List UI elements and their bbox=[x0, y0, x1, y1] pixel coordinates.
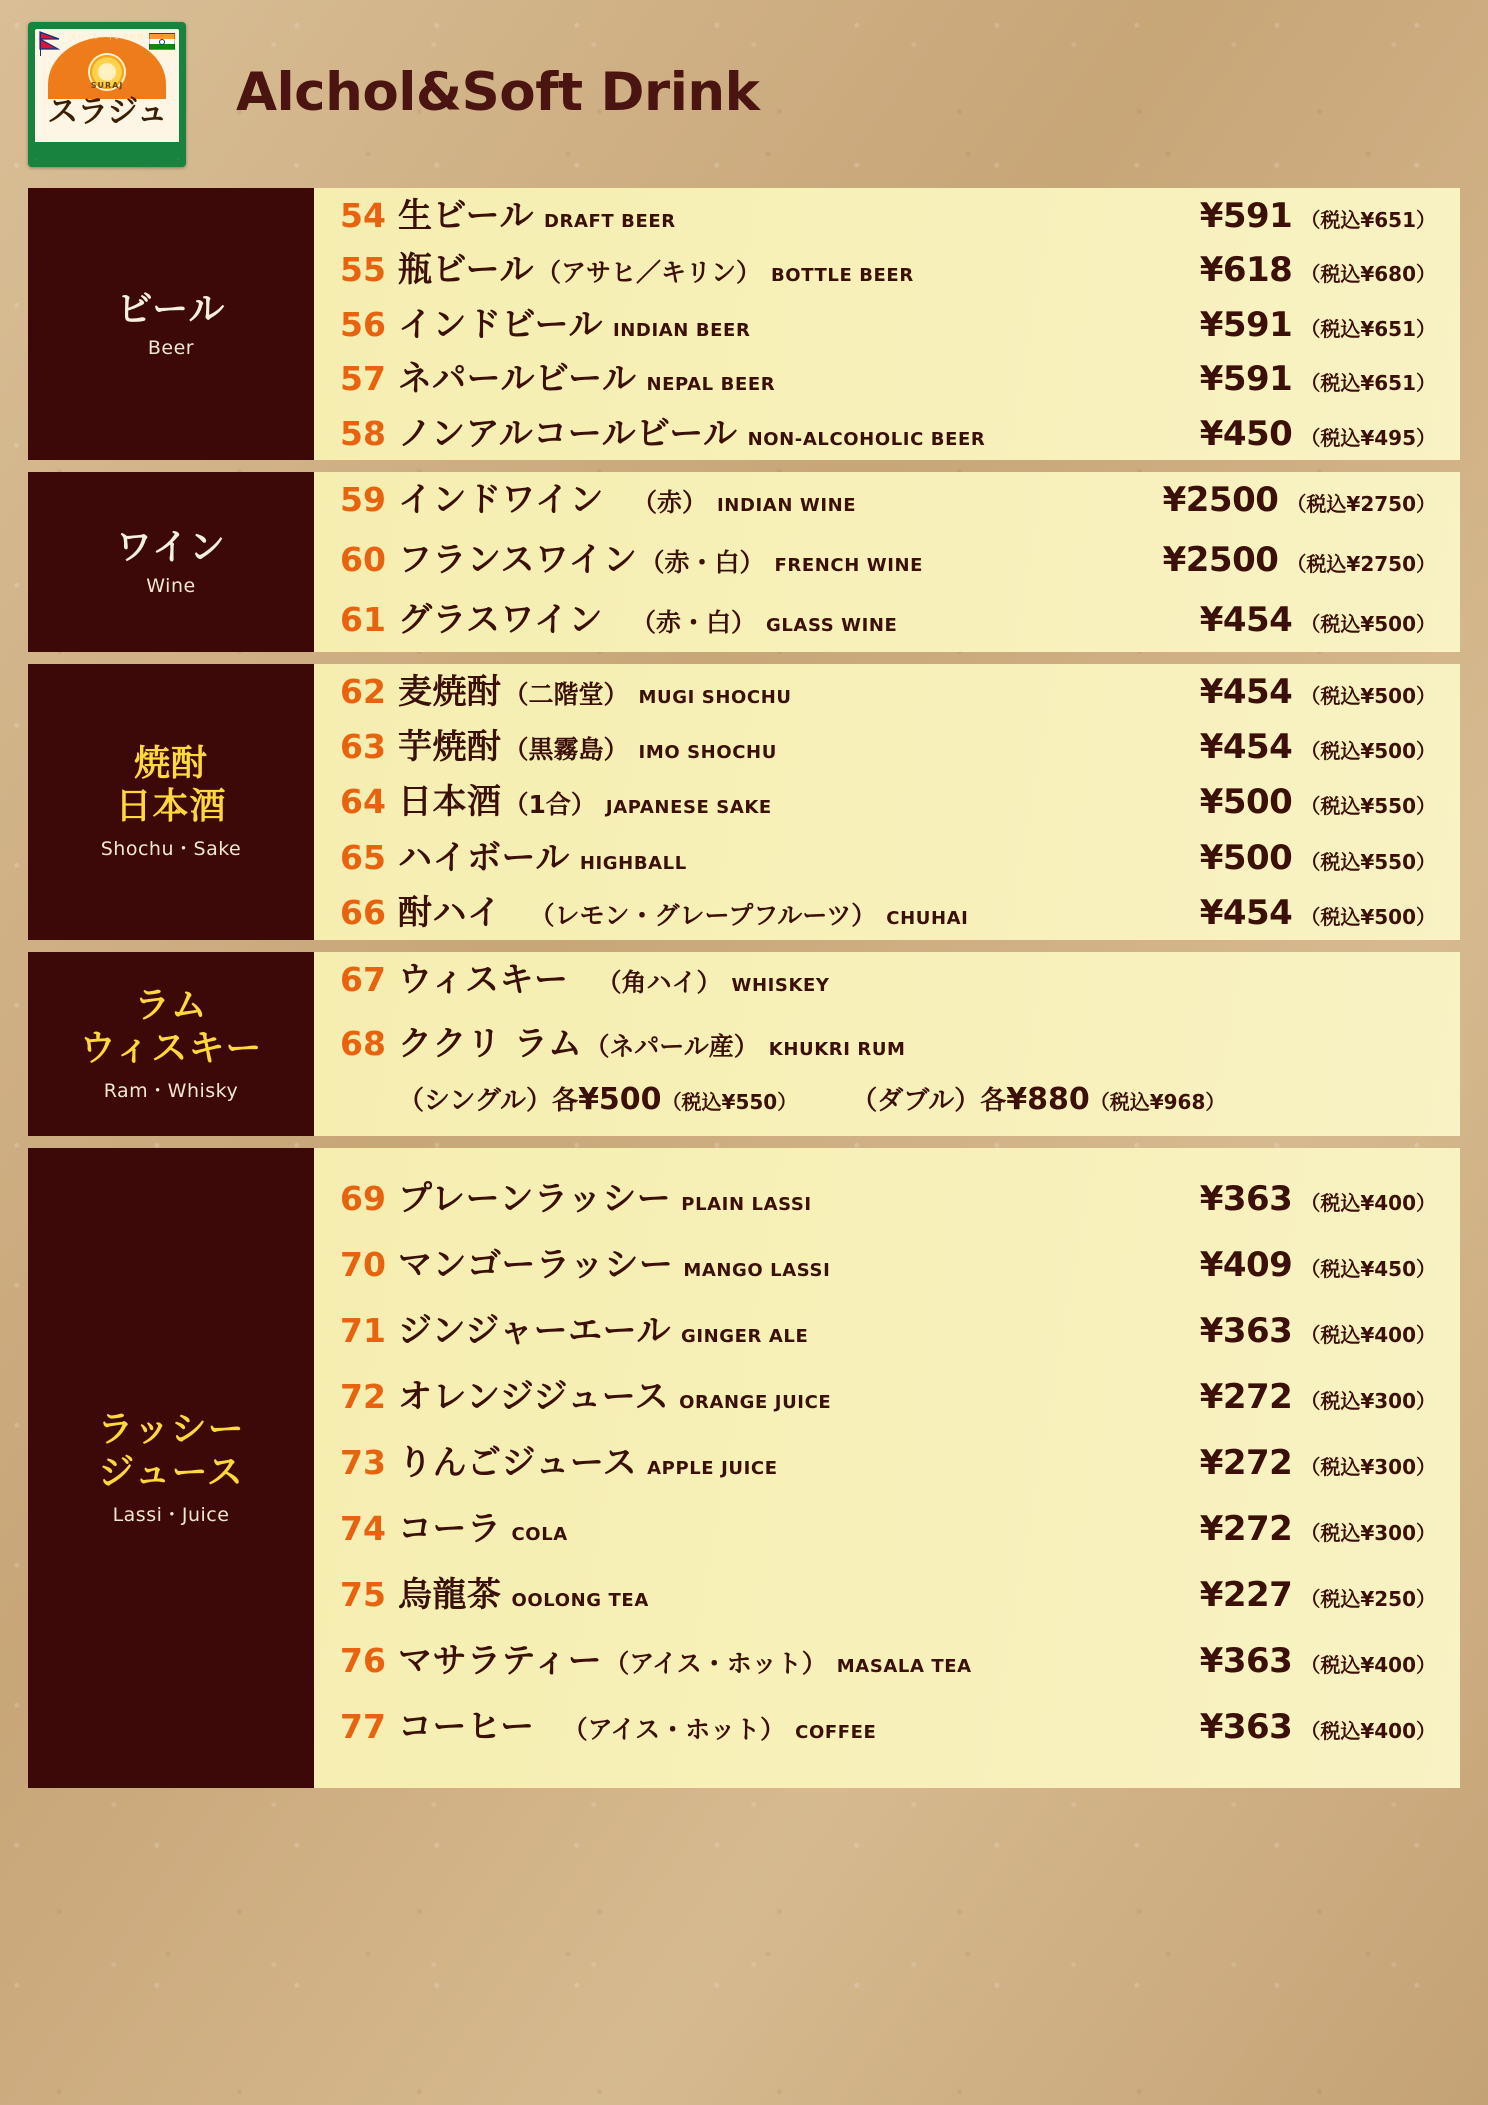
menu-item-row bbox=[340, 1016, 1436, 1080]
item-number: 60 bbox=[340, 540, 386, 579]
item-number: 77 bbox=[340, 1707, 386, 1746]
item-name-group bbox=[398, 188, 1106, 237]
item-price-with-tax: （税込¥2750） bbox=[1286, 552, 1436, 576]
nepal-flag-icon bbox=[39, 31, 63, 57]
item-number: 73 bbox=[340, 1443, 386, 1482]
items-list bbox=[314, 188, 1460, 460]
item-price-with-tax: （税込¥300） bbox=[1300, 1389, 1436, 1413]
item-price-group bbox=[1106, 672, 1436, 712]
item-price-with-tax: （税込¥300） bbox=[1300, 1521, 1436, 1545]
item-price-group bbox=[1106, 727, 1436, 767]
item-number: 57 bbox=[340, 359, 386, 399]
item-number: 70 bbox=[340, 1245, 386, 1284]
item-name-group bbox=[398, 1303, 1106, 1352]
item-name-group bbox=[398, 719, 1106, 768]
item-name-group bbox=[398, 1567, 1106, 1616]
menu-section bbox=[28, 1148, 1460, 1788]
items-list bbox=[314, 1148, 1460, 1788]
item-variant-note: （赤・白） bbox=[630, 608, 756, 637]
item-price: ¥591 bbox=[1199, 304, 1293, 345]
item-price: ¥272 bbox=[1199, 1509, 1293, 1549]
item-price-group bbox=[1106, 540, 1436, 580]
item-variant-note: （角ハイ） bbox=[596, 968, 722, 997]
item-price-with-tax: （税込¥2750） bbox=[1286, 492, 1436, 516]
item-name-jp: フランスワイン bbox=[398, 540, 638, 580]
category-name-en: Wine bbox=[146, 575, 196, 598]
menu-item-row bbox=[340, 885, 1436, 940]
item-number: 56 bbox=[340, 304, 386, 344]
item-name-en: INDIAN WINE bbox=[717, 495, 857, 516]
item-name-en: MASALA TEA bbox=[836, 1656, 972, 1677]
item-price: ¥2500 bbox=[1162, 480, 1279, 520]
menu-item-row bbox=[340, 242, 1436, 296]
item-name-jp: グラスワイン bbox=[398, 600, 603, 640]
menu-item-row bbox=[340, 952, 1436, 1016]
item-name-group bbox=[398, 1237, 1106, 1286]
item-price: ¥272 bbox=[1199, 1443, 1293, 1483]
item-name-jp: ノンアルコールビール bbox=[398, 413, 738, 454]
item-number: 71 bbox=[340, 1311, 386, 1350]
item-price-with-tax: （税込¥450） bbox=[1300, 1257, 1436, 1281]
menu-item-row bbox=[340, 297, 1436, 351]
item-name-jp: コーラ bbox=[398, 1509, 502, 1549]
logo-arch-text: ネパール・インド料理 bbox=[69, 33, 145, 41]
single-price-with-tax: （税込¥550） bbox=[661, 1089, 798, 1114]
item-number: 68 bbox=[340, 1023, 386, 1063]
logo-suraj-text: SURAJ bbox=[90, 81, 124, 90]
item-name-jp: 酎ハイ bbox=[398, 892, 502, 933]
item-name-en: GLASS WINE bbox=[765, 615, 898, 636]
item-price-group bbox=[1106, 893, 1436, 933]
menu-section bbox=[28, 664, 1460, 940]
item-name-en: COLA bbox=[511, 1524, 568, 1545]
item-name-jp: マサラティー bbox=[398, 1641, 603, 1681]
items-list bbox=[314, 472, 1460, 652]
item-name-en: PLAIN LASSI bbox=[681, 1194, 812, 1215]
item-price: ¥227 bbox=[1199, 1575, 1293, 1615]
menu-section bbox=[28, 188, 1460, 460]
item-name-en: KHUKRI RUM bbox=[768, 1038, 906, 1060]
item-name-group bbox=[398, 952, 1106, 1001]
menu-item-row bbox=[340, 532, 1436, 592]
item-price-with-tax: （税込¥300） bbox=[1300, 1455, 1436, 1479]
item-name-group bbox=[398, 592, 1106, 641]
menu-item-row bbox=[340, 1567, 1436, 1633]
item-name-en: IMO SHOCHU bbox=[638, 742, 777, 764]
item-number: 69 bbox=[340, 1179, 386, 1218]
logo-bottom-band bbox=[35, 142, 179, 160]
item-price: ¥450 bbox=[1199, 413, 1293, 454]
item-variant-note: （1合） bbox=[503, 790, 596, 820]
item-price-group bbox=[1106, 1377, 1436, 1417]
item-variant-note: （ネパール産） bbox=[584, 1031, 759, 1061]
item-price: ¥272 bbox=[1199, 1377, 1293, 1417]
menu-section bbox=[28, 472, 1460, 652]
double-price-with-tax: （税込¥968） bbox=[1089, 1089, 1226, 1114]
item-name-group bbox=[398, 664, 1106, 713]
item-price-with-tax: （税込¥500） bbox=[1300, 684, 1436, 708]
item-price: ¥500 bbox=[1199, 837, 1293, 878]
menu-item-row bbox=[340, 830, 1436, 885]
item-name-jp: 麦焼酎 bbox=[398, 672, 502, 712]
item-number: 55 bbox=[340, 250, 386, 290]
item-price: ¥363 bbox=[1199, 1179, 1293, 1219]
category-name-en: Ram・Whisky bbox=[103, 1079, 239, 1102]
item-price-with-tax: （税込¥550） bbox=[1300, 849, 1436, 874]
item-price: ¥363 bbox=[1199, 1707, 1293, 1747]
item-price: ¥454 bbox=[1199, 672, 1293, 712]
item-variant-note: （黒霧島） bbox=[503, 735, 629, 765]
item-price: ¥591 bbox=[1199, 359, 1293, 400]
item-number: 62 bbox=[340, 672, 386, 711]
category-name-en: Shochu・Sake bbox=[100, 837, 242, 860]
item-name-en: NEPAL BEER bbox=[646, 374, 776, 396]
item-name-en: FRENCH WINE bbox=[774, 555, 924, 576]
item-name-en: GINGER ALE bbox=[680, 1326, 809, 1347]
item-variant-note: （アイス・ホット） bbox=[562, 1715, 786, 1744]
item-name-group bbox=[398, 1633, 1106, 1682]
item-price-group bbox=[1106, 1575, 1436, 1615]
item-name-en: HIGHBALL bbox=[579, 852, 687, 874]
item-price-with-tax: （税込¥651） bbox=[1300, 316, 1436, 341]
item-price-group bbox=[1106, 359, 1436, 399]
item-name-group bbox=[398, 472, 1106, 521]
item-price-with-tax: （税込¥400） bbox=[1300, 1719, 1436, 1743]
menu-item-row bbox=[340, 472, 1436, 532]
category-block bbox=[28, 188, 314, 460]
menu-item-row bbox=[340, 1369, 1436, 1435]
item-variant-note: （二階堂） bbox=[503, 680, 629, 709]
menu-header bbox=[0, 0, 1488, 188]
item-price-with-tax: （税込¥495） bbox=[1300, 425, 1436, 450]
menu-item-row bbox=[340, 1171, 1436, 1237]
item-name-jp: 日本酒 bbox=[398, 782, 502, 823]
logo-japanese-name: スラジュ bbox=[47, 94, 167, 130]
item-price-with-tax: （税込¥500） bbox=[1300, 739, 1436, 764]
item-number: 66 bbox=[340, 892, 386, 932]
item-price-with-tax: （税込¥550） bbox=[1300, 794, 1436, 819]
menu-item-row bbox=[340, 406, 1436, 460]
item-name-jp: 瓶ビール bbox=[398, 250, 534, 291]
category-name-jp: ビール bbox=[116, 288, 226, 330]
item-price-group bbox=[1106, 1509, 1436, 1549]
item-price-group bbox=[1106, 782, 1436, 822]
category-name-en: Lassi・Juice bbox=[112, 1503, 230, 1526]
price-note-row bbox=[340, 1080, 1436, 1136]
items-list bbox=[314, 952, 1460, 1136]
item-price-group bbox=[1106, 305, 1436, 345]
category-name-jp: ラム ウィスキー bbox=[79, 985, 263, 1069]
menu-item-row bbox=[340, 774, 1436, 829]
item-name-group bbox=[398, 1369, 1106, 1418]
item-price-group bbox=[1106, 1641, 1436, 1681]
menu-item-row bbox=[340, 1633, 1436, 1699]
category-block bbox=[28, 1148, 314, 1788]
item-price-group bbox=[1106, 1707, 1436, 1747]
item-price-group bbox=[1106, 196, 1436, 236]
item-number: 72 bbox=[340, 1377, 386, 1416]
menu-item-row bbox=[340, 1699, 1436, 1765]
double-price-note: （ダブル）各¥880 bbox=[851, 1081, 1090, 1117]
menu-item-row bbox=[340, 188, 1436, 242]
menu-item-row bbox=[340, 1501, 1436, 1567]
item-price: ¥618 bbox=[1199, 250, 1293, 291]
item-price-with-tax: （税込¥500） bbox=[1300, 904, 1436, 929]
item-price: ¥363 bbox=[1199, 1311, 1293, 1351]
item-price: ¥591 bbox=[1199, 195, 1293, 236]
item-variant-note: （赤） bbox=[631, 488, 707, 517]
item-name-en: WHISKEY bbox=[731, 975, 830, 996]
menu-item-row bbox=[340, 1435, 1436, 1501]
item-number: 54 bbox=[340, 195, 386, 235]
category-name-jp: ラッシー ジュース bbox=[97, 1409, 245, 1493]
item-name-en: CHUHAI bbox=[886, 907, 969, 929]
item-variant-note: （レモン・グレープフルーツ） bbox=[529, 900, 877, 930]
menu-item-row bbox=[340, 664, 1436, 719]
item-price-group bbox=[1106, 1179, 1436, 1219]
item-price-group bbox=[1106, 480, 1436, 520]
item-name-jp: インドワイン bbox=[398, 480, 604, 520]
item-price: ¥363 bbox=[1199, 1641, 1293, 1681]
item-variant-note: （赤・白） bbox=[639, 548, 765, 577]
item-number: 67 bbox=[340, 960, 386, 999]
item-name-en: MUGI SHOCHU bbox=[638, 687, 792, 708]
item-price-group bbox=[1106, 1311, 1436, 1351]
item-number: 75 bbox=[340, 1575, 386, 1614]
item-name-jp: 生ビール bbox=[398, 195, 534, 236]
item-name-group bbox=[398, 351, 1106, 400]
item-name-group bbox=[398, 774, 1106, 823]
item-name-jp: ククリ ラム bbox=[398, 1023, 583, 1064]
item-price-with-tax: （税込¥400） bbox=[1300, 1653, 1436, 1677]
item-price-with-tax: （税込¥680） bbox=[1300, 262, 1436, 287]
item-name-en: DRAFT BEER bbox=[543, 210, 676, 232]
item-name-group bbox=[398, 1501, 1106, 1550]
item-number: 61 bbox=[340, 600, 386, 639]
item-name-en: OOLONG TEA bbox=[511, 1590, 649, 1611]
category-block bbox=[28, 952, 314, 1136]
item-number: 76 bbox=[340, 1641, 386, 1680]
menu-item-row bbox=[340, 351, 1436, 405]
item-price-with-tax: （税込¥250） bbox=[1300, 1587, 1436, 1611]
item-name-en: MANGO LASSI bbox=[683, 1260, 831, 1281]
item-name-jp: りんごジュース bbox=[398, 1443, 638, 1483]
category-name-jp: 焼酎 日本酒 bbox=[115, 743, 227, 827]
item-name-jp: ハイボール bbox=[398, 837, 570, 878]
item-name-group bbox=[398, 885, 1106, 934]
item-price-group bbox=[1106, 838, 1436, 878]
item-price: ¥454 bbox=[1199, 600, 1293, 640]
item-name-jp: オレンジジュース bbox=[398, 1377, 670, 1417]
menu-item-row bbox=[340, 1303, 1436, 1369]
item-name-jp: ウィスキー bbox=[398, 960, 569, 1000]
item-price-with-tax: （税込¥651） bbox=[1300, 371, 1436, 396]
item-number: 74 bbox=[340, 1509, 386, 1548]
item-number: 65 bbox=[340, 837, 386, 877]
category-block bbox=[28, 472, 314, 652]
menu-item-row bbox=[340, 1237, 1436, 1303]
item-price: ¥500 bbox=[1199, 782, 1293, 823]
item-name-jp: コーヒー bbox=[398, 1707, 535, 1747]
item-number: 59 bbox=[340, 480, 386, 519]
item-number: 64 bbox=[340, 782, 386, 822]
item-name-group bbox=[398, 406, 1106, 455]
single-price-note: （シングル）各¥500 bbox=[398, 1081, 662, 1117]
item-name-group bbox=[398, 1171, 1106, 1220]
item-name-group bbox=[398, 830, 1106, 879]
item-name-group bbox=[398, 1435, 1106, 1484]
item-name-en: APPLE JUICE bbox=[647, 1458, 778, 1479]
item-price-with-tax: （税込¥651） bbox=[1300, 207, 1436, 232]
item-name-en: INDIAN BEER bbox=[612, 319, 751, 341]
item-price-group bbox=[1106, 250, 1436, 290]
item-name-group bbox=[398, 1016, 1106, 1065]
india-flag-icon bbox=[149, 33, 175, 50]
item-name-en: ORANGE JUICE bbox=[679, 1392, 832, 1413]
page-title: Alchol&Soft Drink bbox=[236, 62, 760, 123]
item-number: 58 bbox=[340, 413, 386, 453]
item-name-group bbox=[398, 242, 1106, 291]
category-name-jp: ワイン bbox=[116, 526, 226, 568]
item-price-group bbox=[1106, 414, 1436, 454]
menu-item-row bbox=[340, 592, 1436, 652]
restaurant-logo bbox=[28, 22, 186, 167]
item-name-en: COFFEE bbox=[795, 1722, 877, 1743]
category-name-en: Beer bbox=[147, 337, 195, 360]
item-name-en: BOTTLE BEER bbox=[770, 265, 914, 287]
menu-section bbox=[28, 952, 1460, 1136]
item-price: ¥2500 bbox=[1162, 540, 1279, 580]
category-block bbox=[28, 664, 314, 940]
items-list bbox=[314, 664, 1460, 940]
item-number: 63 bbox=[340, 727, 386, 767]
item-name-jp: ネパールビール bbox=[398, 359, 637, 400]
item-variant-note: （アイス・ホット） bbox=[604, 1649, 827, 1678]
item-name-group bbox=[398, 532, 1106, 581]
menu-item-row bbox=[340, 719, 1436, 774]
item-variant-note: （アサヒ／キリン） bbox=[535, 258, 761, 288]
item-price-group bbox=[1106, 1443, 1436, 1483]
item-name-jp: マンゴーラッシー bbox=[398, 1245, 674, 1285]
item-price-with-tax: （税込¥400） bbox=[1300, 1191, 1436, 1215]
item-price-group bbox=[1106, 1245, 1436, 1285]
item-price-with-tax: （税込¥400） bbox=[1300, 1323, 1436, 1347]
item-name-jp: インドビール bbox=[398, 304, 603, 345]
item-name-en: NON-ALCOHOLIC BEER bbox=[747, 428, 986, 450]
item-name-group bbox=[398, 1699, 1106, 1748]
item-name-en: JAPANESE SAKE bbox=[605, 797, 772, 819]
item-name-jp: 芋焼酎 bbox=[398, 727, 502, 768]
item-price-with-tax: （税込¥500） bbox=[1300, 612, 1436, 636]
item-name-group bbox=[398, 297, 1106, 346]
item-price: ¥409 bbox=[1199, 1245, 1293, 1285]
item-price-group bbox=[1106, 600, 1436, 640]
item-price: ¥454 bbox=[1199, 727, 1293, 768]
item-name-jp: ジンジャーエール bbox=[398, 1311, 671, 1351]
item-name-jp: プレーンラッシー bbox=[398, 1179, 672, 1219]
item-name-jp: 烏龍茶 bbox=[398, 1575, 502, 1615]
item-price: ¥454 bbox=[1199, 892, 1293, 933]
